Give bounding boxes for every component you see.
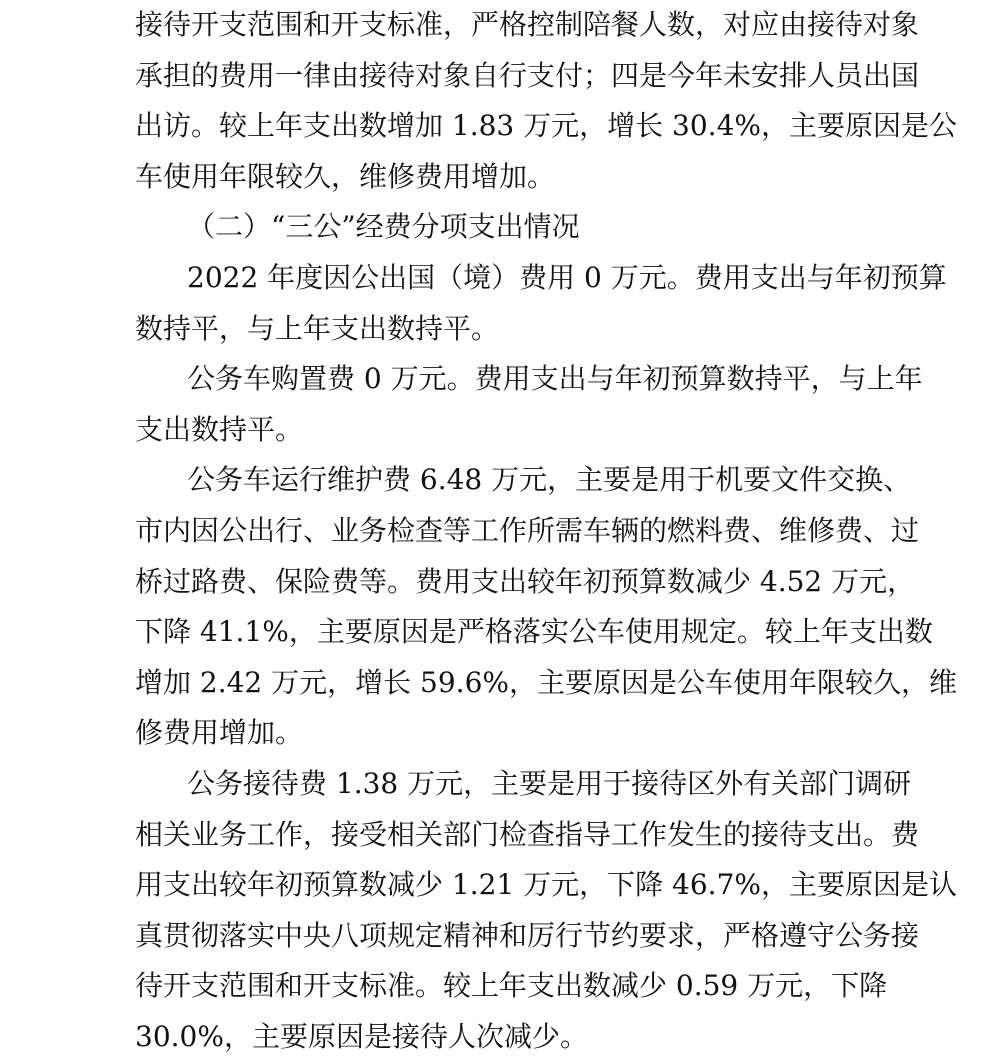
text-line: 待开支范围和开支标准。较上年支出数减少 0.59 万元，下降 <box>135 969 888 1003</box>
section-heading: （二）“三公”经费分项支出情况 <box>187 210 580 244</box>
text-line: 承担的费用一律由接待对象自行支付；四是今年未安排人员出国 <box>135 58 920 92</box>
text-line: 修费用增加。 <box>135 716 304 750</box>
text-line: 用支出较年初预算数减少 1.21 万元，下降 46.7%，主要原因是认 <box>135 868 957 902</box>
text-line: 相关业务工作，接受相关部门检查指导工作发生的接待支出。费 <box>135 817 920 851</box>
text-line: 支出数持平。 <box>135 412 304 446</box>
text-line: 车使用年限较久，维修费用增加。 <box>135 159 556 193</box>
text-line: 桥过路费、保险费等。费用支出较年初预算数减少 4.52 万元， <box>135 564 916 598</box>
text-line: 增加 2.42 万元，增长 59.6%，主要原因是公车使用年限较久，维 <box>135 665 957 699</box>
text-line: 接待开支范围和开支标准，严格控制陪餐人数，对应由接待对象 <box>135 8 920 41</box>
text-line: 30.0%，主要原因是接待人次减少。 <box>135 1019 588 1053</box>
text-line: 市内因公出行、业务检查等工作所需车辆的燃料费、维修费、过 <box>135 513 920 547</box>
text-line: 真贯彻落实中央八项规定精神和厉行节约要求，严格遵守公务接 <box>135 918 920 952</box>
text-line: 数持平，与上年支出数持平。 <box>135 311 500 345</box>
paragraph-first-line: 公务接待费 1.38 万元，主要是用于接待区外有关部门调研 <box>187 766 912 800</box>
text-line: 出访。较上年支出数增加 1.83 万元，增长 30.4%，主要原因是公 <box>135 109 957 143</box>
paragraph-first-line: 2022 年度因公出国（境）费用 0 万元。费用支出与年初预算 <box>187 260 947 294</box>
paragraph-first-line: 公务车运行维护费 6.48 万元，主要是用于机要文件交换、 <box>187 463 912 497</box>
paragraph-first-line: 公务车购置费 0 万元。费用支出与年初预算数持平，与上年 <box>187 362 923 396</box>
text-line: 下降 41.1%，主要原因是严格落实公车使用规定。较上年支出数 <box>135 615 933 649</box>
body-text <box>135 0 957 1062</box>
